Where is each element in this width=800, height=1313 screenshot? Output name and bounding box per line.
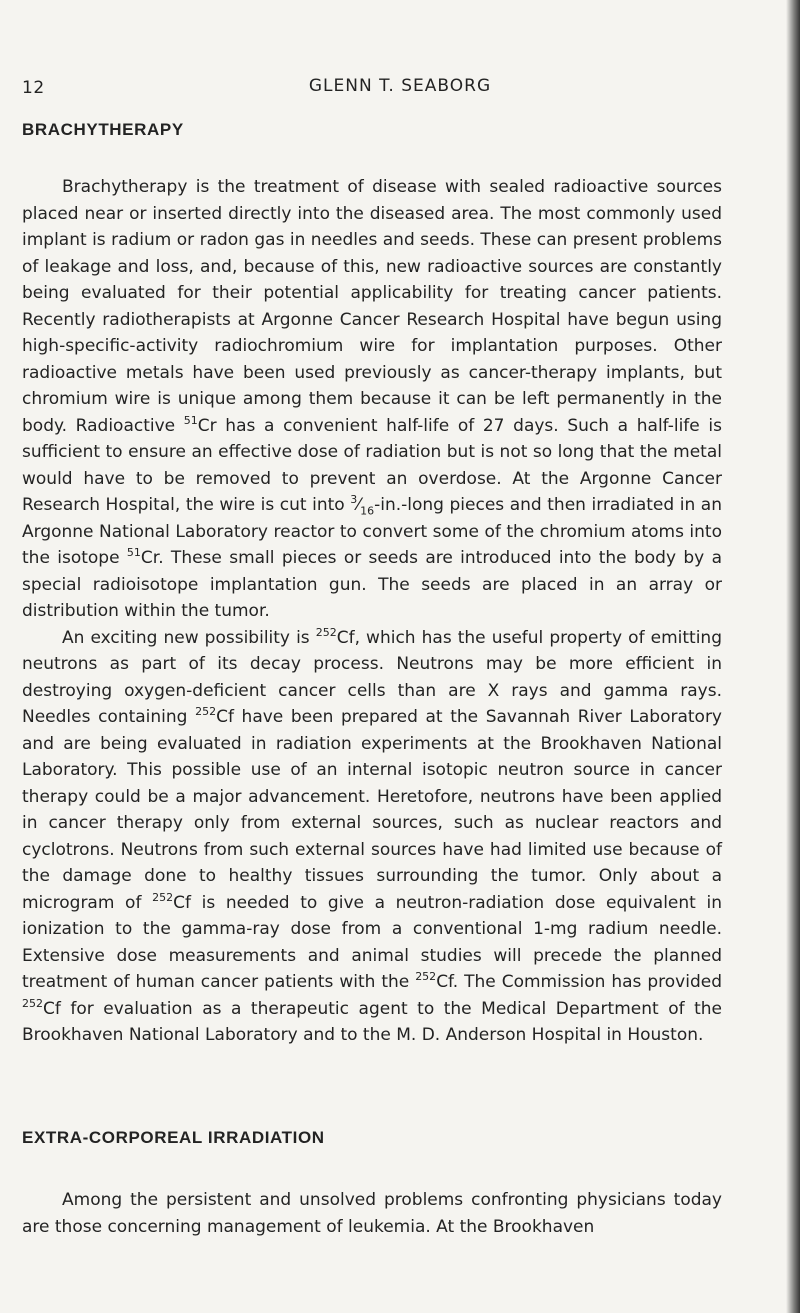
section-heading-brachytherapy: BRACHYTHERAPY [22, 120, 184, 139]
running-head: GLENN T. SEABORG [308, 76, 492, 96]
paragraph-leukemia: Among the persistent and unsolved problems confronting physicians today are those concerning management of leukemia. At the Brookhaven [22, 1190, 722, 1237]
paragraph-californium: An exciting new possibility is $^{252}$Cf, which has the useful property of emitting neutrons as part of its decay process. Neutrons may be more efficient in destroying oxygen-deficient cancer cells than are X rays and gamma rays. Needles containing $^{252}$Cf have been prepared at the Savannah River Laboratory and are being evaluated in radiation experiments at the Brookhaven National Laboratory. This possible use of an internal isotopic neutron source in cancer therapy could be a major advancement. Heretofore, neutrons have been applied in cancer therapy only from external sources, such as nuclear reactors and cyclotrons. Neutrons from such external sources have had limited use because of the damage done to healthy tissues surrounding the tumor. Only about a microgram of $^{252}$Cf is needed to give a neutron-radiation dose equivalent in ionization to the gamma-ray dose from a conventional 1-mg radium needle. Extensive dose measurements and animal studies will precede the planned treatment of human cancer patients with the $^{252}$Cf. The Commission has provided $^{252}$Cf for evaluation as a therapeutic agent to the Medical Department of the Brookhaven National Laboratory and to the M. D. Anderson Hospital in Houston. [22, 625, 722, 1045]
page-number: 12 [22, 78, 45, 98]
page-edge-shadow [786, 0, 800, 1313]
section-body-extra-corporeal [22, 1187, 722, 1240]
paragraph-chromium-wire: Brachytherapy is the treatment of disease with sealed radioactive sources placed near or inserted directly into the diseased area. The most commonly used implant is radium or radon gas in needles and seeds. These can present problems of leakage and loss, and, because of this, new radioactive sources are constantly being evaluated for their potential applicability for treating cancer patients. Recently radiotherapists at Argonne Cancer Research Hospital have begun using high-specific-activity radiochromium wire for implantation purposes. Other radioactive metals have been used previously as cancer-therapy implants, but chromium wire is unique among them because it can be left permanently in the body. Radioactive $^{51}$Cr has a convenient half-life of 27 days. Such a half-life is sufficient to ensure an effective dose of radiation but is not so long that the metal would have to be removed to prevent an overdose. At the Argonne Cancer Research Hospital, the wire is cut into $^3⁄_{16}-in$.-long pieces and then irradiated in an Argonne National Laboratory reactor to convert some of the chromium atoms into the isotope $^{51}$Cr. These small pieces or seeds are introduced into the body by a special radioisotope implantation gun. The seeds are placed in an array or distribution within the tumor. [22, 177, 722, 621]
section-heading-extra-corporeal-irradiation: EXTRA-CORPOREAL IRRADIATION [22, 1128, 325, 1147]
section-body-brachytherapy [22, 174, 722, 1049]
